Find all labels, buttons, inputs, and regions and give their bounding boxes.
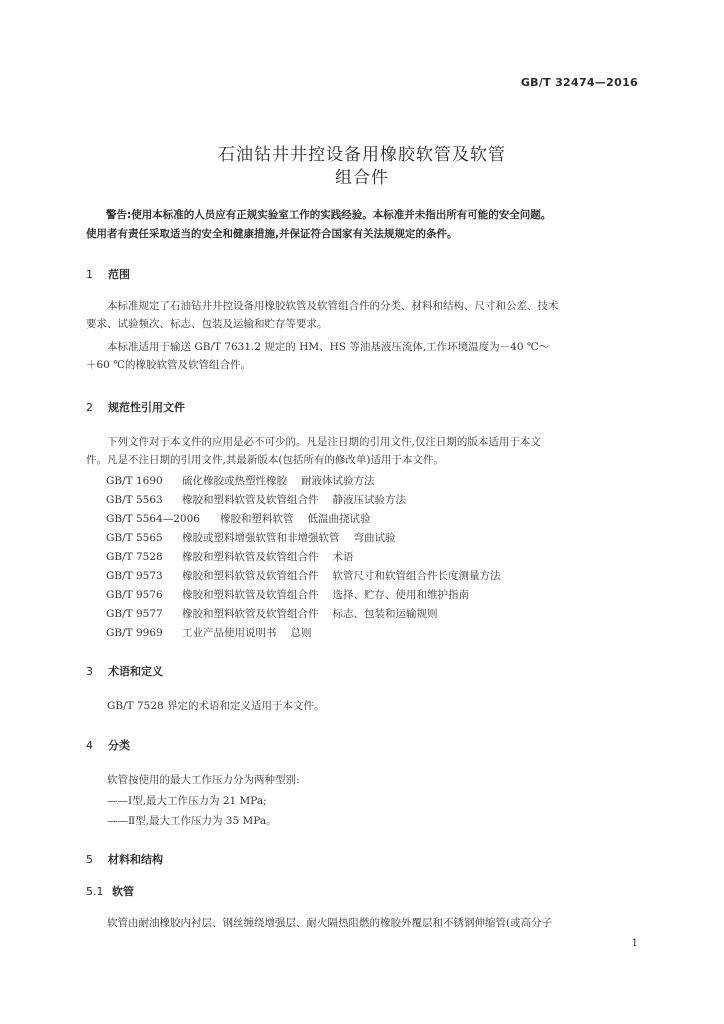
document-title-line1: 石油钻井井控设备用橡胶软管及软管	[218, 145, 506, 165]
reference-item: GB/T 9577 橡胶和塑料软管及软管组合件 标志、包装和运输规则	[106, 608, 438, 620]
classification-type-2: ——Ⅱ型,最大工作压力为 35 MPa。	[107, 815, 277, 827]
reference-item: GB/T 9969 工业产品使用说明书 总则	[106, 627, 312, 639]
terms-paragraph: GB/T 7528 界定的术语和定义适用于本文件。	[107, 700, 325, 712]
section-2-heading	[86, 399, 185, 415]
classification-type-1: ——Ⅰ型,最大工作压力为 21 MPa;	[107, 795, 267, 807]
section-2-number: 2	[86, 401, 93, 414]
page-number: 1	[631, 938, 638, 949]
section-2-title: 规范性引用文件	[108, 401, 185, 414]
section-5-heading	[86, 851, 163, 867]
reference-item: GB/T 1690 硫化橡胶或热塑性橡胶 耐液体试验方法	[106, 475, 375, 487]
standard-number: GB/T 32474—2016	[520, 76, 638, 89]
scope-paragraph-2-line1: 本标准适用于输送 GB/T 7631.2 规定的 HM、HS 等油基液压流体,工作环境温度为－40 ℃～	[107, 341, 550, 353]
warning-line2: 使用者有责任采取适当的安全和健康措施,并保证符合国家有关法规规定的条件。	[86, 228, 458, 240]
section-5-title: 材料和结构	[108, 853, 163, 866]
section-5-1-heading	[86, 883, 134, 899]
reference-item: GB/T 9573 橡胶和塑料软管及软管组合件 软管尺寸和软管组合件长度测量方法	[106, 570, 501, 582]
hose-paragraph: 软管由耐油橡胶内衬层、钢丝缠绕增强层、耐火隔热阻燃的橡胶外覆层和不锈钢伸缩管(或高分子	[107, 917, 553, 929]
scope-paragraph-1-line1: 本标准规定了石油钻井井控设备用橡胶软管及软管组合件的分类、材料和结构、尺寸和公差、技术	[107, 300, 559, 312]
reference-item: GB/T 9576 橡胶和塑料软管及软管组合件 选择、贮存、使用和维护指南	[106, 589, 469, 601]
section-3-heading	[86, 663, 163, 679]
warning-line1: 警告:使用本标准的人员应有正规实验室工作的实践经验。本标准并未指出所有可能的安全问题。	[106, 209, 552, 221]
section-5-1-title: 软管	[112, 885, 134, 898]
scope-paragraph-1-line2: 要求、试验频次、标志、包装及运输和贮存等要求。	[86, 318, 328, 330]
references-intro-line1: 下列文件对于本文件的应用是必不可少的。凡是注日期的引用文件,仅注日期的版本适用于本文	[107, 436, 541, 448]
reference-item: GB/T 7528 橡胶和塑料软管及软管组合件 术语	[106, 551, 354, 563]
section-3-number: 3	[86, 665, 93, 678]
classification-intro: 软管按使用的最大工作压力分为两种型别:	[107, 774, 300, 786]
references-intro-line2: 件。凡是不注日期的引用文件,其最新版本(包括所有的修改单)适用于本文件。	[86, 454, 445, 466]
section-4-number: 4	[86, 739, 93, 752]
reference-item: GB/T 5564—2006 橡胶和塑料软管 低温曲挠试验	[106, 513, 371, 525]
section-4-heading	[86, 737, 130, 753]
reference-item: GB/T 5563 橡胶和塑料软管及软管组合件 静液压试验方法	[106, 494, 406, 506]
section-1-title: 范围	[108, 268, 130, 281]
section-5-1-number: 5.1	[86, 885, 104, 898]
document-title-line2: 组合件	[335, 168, 389, 188]
reference-item: GB/T 5565 橡胶或塑料增强软管和非增强软管 弯曲试验	[106, 532, 396, 544]
section-3-title: 术语和定义	[108, 665, 163, 678]
scope-paragraph-2-line2: ＋60 ℃的橡胶软管及软管组合件。	[86, 359, 251, 371]
section-5-number: 5	[86, 853, 93, 866]
section-4-title: 分类	[108, 739, 130, 752]
section-1-heading	[86, 266, 130, 282]
section-1-number: 1	[86, 268, 93, 281]
